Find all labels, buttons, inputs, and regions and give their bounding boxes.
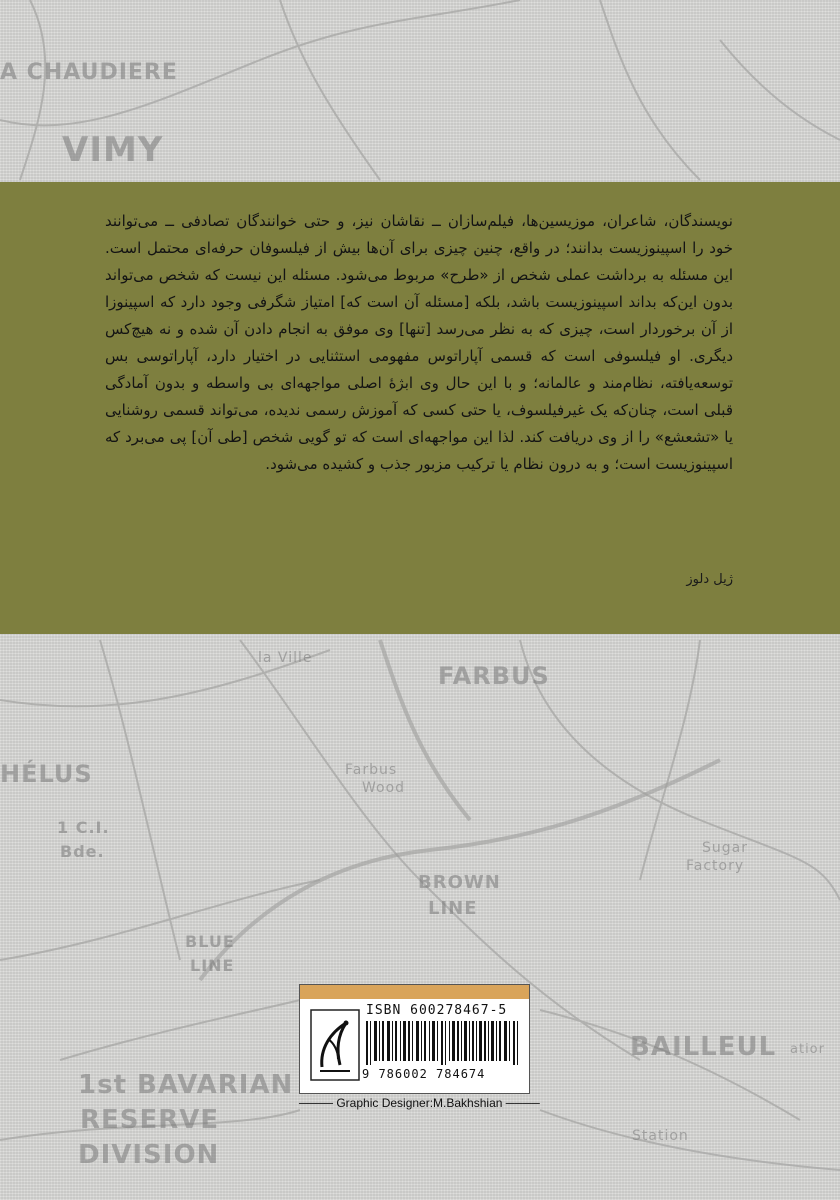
ean-number: 9 786002 784674 — [362, 1067, 486, 1081]
map-label-blue-1: BLUE — [185, 932, 235, 951]
map-label-bailleul: BAILLEUL — [630, 1032, 777, 1062]
publisher-logo-icon — [310, 1009, 360, 1081]
map-label-la-ville: la Ville — [258, 650, 313, 666]
map-label-fci-1: 1 C.I. — [57, 818, 110, 837]
map-label-vimy: VIMY — [62, 130, 164, 170]
map-label-farbus-wood-1: Farbus — [345, 762, 398, 778]
map-label-bavarian-2: RESERVE — [80, 1105, 220, 1135]
map-label-sugar-2: Factory — [686, 858, 745, 874]
map-label-sugar-1: Sugar — [702, 840, 748, 856]
map-label-bailleul-sub: atior — [790, 1042, 825, 1057]
isbn-text: ISBN 600278467-5 — [366, 1003, 508, 1018]
map-label-brown-1: BROWN — [418, 872, 501, 893]
map-label-helus: HÉLUS — [0, 760, 93, 788]
map-label-bavarian-3: DIVISION — [78, 1140, 220, 1170]
map-label-brown-2: LINE — [428, 898, 478, 919]
map-label-chaudiere: A CHAUDIERE — [0, 60, 178, 85]
barcode-box — [299, 984, 530, 1094]
map-label-blue-2: LINE — [190, 956, 235, 975]
map-label-bavarian-1: 1st BAVARIAN — [78, 1070, 294, 1100]
designer-credit-text: Graphic Designer:M.Bakhshian — [336, 1096, 503, 1110]
map-label-station: Station — [632, 1128, 689, 1144]
author-name: ژیل دلوز — [686, 572, 733, 587]
map-label-fci-2: Bde. — [60, 842, 105, 861]
barcode-bars — [366, 1021, 522, 1065]
map-label-farbus-wood-2: Wood — [362, 780, 406, 796]
map-label-farbus: FARBUS — [438, 662, 550, 690]
designer-credit: ──── Graphic Designer:M.Bakhshian ──── — [299, 1096, 540, 1110]
barcode-color-strip — [300, 985, 529, 999]
blurb-text: نویسندگان، شاعران، موزیسین‌ها، فیلم‌سازان ــ نقاشان نیز، و حتی خوانندگان تصادفی ــ می‌توانند خود را اسپینوزیست بدانند؛ در واقع، چنین چیزی برای آن‌ها بیش از فیلسوفان حرفه‌ای محتمل است. این مسئله به برداشت عملی شخص از «طرح» مربوط می‌شود. مسئله این نیست که شخص می‌تواند بدون این‌که بداند اسپینوزیست باشد، بلکه [مسئله آن است که] امتیاز شگرفی وجود دارد که اسپینوزا از آن برخوردار است، چیزی که به نظر می‌رسد [تنها] وی موفق به انجام دادن آن شده و نه هیچ‌کس دیگری. او فیلسوفی است که قسمی آپاراتوس مفهومی استثنایی در اختیار دارد، آپاراتوسی بس توسعه‌یافته، نظام‌مند و عالمانه؛ و با این حال وی ابژهٔ اصلی مواجهه‌ای بی واسطه و بدون آمادگی قبلی است، چنان‌که یک غیرفیلسوف، یا حتی کسی که آموزش رسمی ندیده، می‌تواند قسمی روشنایی یا «تشعشع» را از وی دریافت کند. لذا این مواجهه‌ای است که تو گویی شخص [طی آن] پی می‌برد که اسپینوزیست است؛ و به درون نظام یا ترکیب مزبور جذب و کشیده می‌شود. — [105, 212, 733, 473]
